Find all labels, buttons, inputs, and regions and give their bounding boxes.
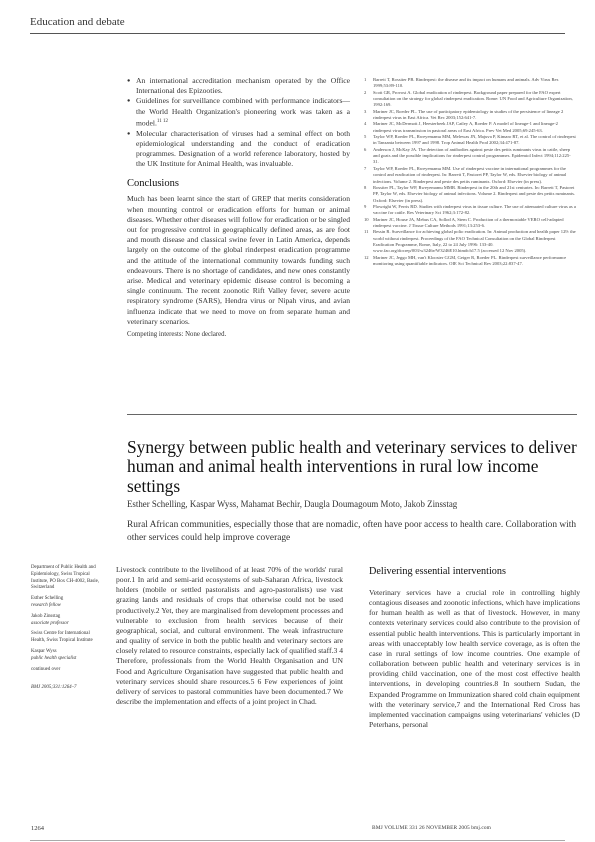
article-divider [127,414,577,415]
reference-item: 1 Barrett T, Rossiter PB. Rinderpest: the disease and its impact on humans and animals. Adv Virus Res 1999;53:89-110. [364,77,559,89]
section-label: Education and debate [30,16,125,28]
author-role: public health specialist [31,655,77,661]
reference-item: 3 Mariner JC, Roeder PL. The use of participatory epidemiology in studies of the persistence of lineage 2 rinderpest virus in East Africa. Vet Rec 2003;152:641-7. [364,108,564,121]
reference-item: 4 Mariner JC, McDermott J, Heesterbeek JAP, Catley A, Roeder P. A model of lineage-1 and lineage-2 rinderpest virus transmission in pastoral areas of East Africa. Prev Vet Med 2005;69:245-63. [364,121,558,133]
continued-note: continued over [31,666,61,672]
article-title: Synergy between public health and veterinary services to deliver human and animal health interventions in rural low income settings [127,437,577,496]
author-name: Kaspar Wyss [31,648,57,654]
competing-interests: Competing interests: None declared. [127,331,227,338]
reference-list [364,77,576,267]
author-role: research fellow [31,602,61,608]
reference-item: 2 Scott GR, Provost A. Global eradication of rinderpest. Background paper prepared for the FAO expert consultation on the strategy for global rinderpest eradication. Rome: UN Food and Agriculture Organization, 1992:169. [364,89,573,108]
reference-item: 10 Mariner JC, House JA, Mebus CA, Sollod A, Stem C. Production of a thermostable VERO cell-adapted rinderpest vaccine. J Tissue Culture Methods 1991;13:253-6. [364,216,564,228]
conclusions-text: Much has been learnt since the start of GREP that merits consideration when mounting control or eradication efforts for human or animal diseases. Whether other diseases will follow for eradication or be singled out for progressive control in geographically defined areas, as are foot and mouth disease and classical swine fever in Latin America, depends largely on the outcome of the global rinderpest eradication programme and the attitude of the international community towards funding such endeavours. There is no shortage of candidates, and new ones constantly arise. Medical and veterinary epidemic disease control is becoming a single continuum. The recent zoonotic Rift Valley fever, severe acute respiratory syndrome (SARS), Hendra virus or Nipah virus, and avian influenza indicate that we need to move on from separate human and veterinary scenarios. [127,194,350,326]
journal-footer: BMJ VOLUME 331 26 NOVEMBER 2005 bmj.com [372,825,491,831]
bullet-item: ● Guidelines for surveillance combined with performance indicators—the World Health Organization's pioneering work was taken as a model.$^{11 12}$ [127,96,350,128]
upper-left-column [127,76,350,340]
bmj-citation: BMJ 2005;331:1264–7 [31,685,77,691]
author-margin [31,565,101,692]
reference-item: 6 Anderson J, McKay JA. The detection of antibodies against peste des petits ruminants virus in cattle, sheep and goats and the possible implications for rinderpest control programmes. Epidemiol Infect 1994;112:225-31. [364,146,571,165]
footer-rule [30,840,565,841]
author-role: associate professor [31,620,69,626]
conclusions-heading: Conclusions [127,178,179,190]
affiliation: Swiss Centre for International Health, Swiss Tropical Institute [31,631,93,644]
bullet-item: ● An international accreditation mechanism operated by the Office International des Epizooties. [127,76,350,96]
body-column-2 [369,566,580,730]
citation-superscript: 11 12 [156,118,168,124]
reference-item: 9 Plowright W, Ferris RD. Studies with rinderpest virus in tissue culture. The use of attenuated culture virus as a vaccine for cattle. Res Veterinary Sci 1962;3:172-82. [364,203,576,216]
reference-item: 11 Bessin R. Surveillance for achieving global polio eradication. In: Animal production and health paper 129: the world without rinderpest. Proceedings of the FAO Technical Consultation on the Global Rinderpest Eradication Programme, Rome, Italy, 22 to 24 July 1996: 133-40. www.fao.org/docrep/003/w3246e/W3246E10.htm#ch17.5 (accessed 12 Nov 2005). [364,229,576,254]
article-authors: Esther Schelling, Kaspar Wyss, Mahamat Bechir, Daugla Doumagoum Moto, Jakob Zinsstag [127,499,458,509]
author-name: Esther Schelling [31,596,64,602]
affiliation: Department of Public Health and Epidemiology, Swiss Tropical Institute, PO Box CH-4002, Basle, Switzerland [31,565,100,591]
author-name: Jakob Zinsstag [31,613,61,619]
reference-item: 7 Taylor WP, Roeder PL, Rweyemamu MM. Use of rinderpest vaccine in international programmes for the control and eradication of rinderpest. In: Barrett T, Pastoret PP, Taylor W, eds. Elsevier biology of animal infections. Volume 2. Rinderpest and peste des petits ruminants. Oxford: Elsevier (in press). [364,165,567,184]
reference-item: 12 Mariner JC, Jeggo MH, van't Klooster GGM, Geiger R, Roeder PL. Rinderpest surveillance performance monitoring using quantifiable indicators. OIE Sci Technical Rev 2003;22:837-47. [364,254,567,266]
reference-item: 5 Taylor WP, Roeder PL, Rweyemamu MM, Melewas JN, Majuva P, Kimaro RT, et al. The control of rinderpest in Tanzania between 1997 and 1998. Trop Animal Health Prod 2002;34:471-87. [364,134,576,146]
header-rule [30,33,565,34]
bullet-item: ● Molecular characterisation of viruses had a seminal effect on both epidemiological understanding and the conduct of eradication programmes. Designation of a world reference laboratory, hosted by the UK Institute for Animal Health, was invaluable. [127,129,350,170]
body-paragraph: Veterinary services have a crucial role in controlling highly contagious diseases and zoonotic infections, which have implications for human health as well as that of livestock. However, in many contexts veterinary services could also contribute to the provision of essential public health interventions. This is particularly important in areas with unacceptably low health service coverage, as is often the case in rural settings of low income countries. One example of collaboration between public health and veterinary services is in providing child vaccination, one of the most cost effective health interventions, in developing countries.8 In southern Sudan, the Expanded Programme on Immunization shared cold chain equipment with the veterinary service,7 and the International Red Cross has implemented vaccination campaigns using veterinarians' vehicles (D Peterhans, personal [369,588,580,730]
page-number: 1264 [31,825,44,832]
reference-item: 8 Rossiter PL, Taylor WP, Rweyemamu MMR. Rinderpest in the 20th and 21st centuries. In: Barrett T, Pastoret PP, Taylor W, eds. Elsevier biology of animal infections. Volume 2. Rinderpest and peste des petits ruminants. Oxford: Elsevier (in press). [364,184,576,203]
article-standfirst: Rural African communities, especially those that are nomadic, often have poor access to health care. Collaboration with other services could help improve coverage [127,520,577,544]
section-heading: Delivering essential interventions [369,566,506,577]
body-column-1: Livestock contribute to the livelihood of at least 70% of the worlds' rural poor.1 In arid and semi-arid ecosystems of sub-Saharan Africa, livestock holders (mobile or settled pastoralists and agro-pastoralists) use vast grazing lands and residuals of crops that otherwise could not be used productively.2 Yet, they are marginalised from development processes and vulnerable to exclusion from health services because of their geographical, social, and cultural environment. The weak infrastructure and quality of service in both the public health and veterinary sectors are closely related to resource constraints, especially lack of qualified staff.3 4 Therefore, professionals from the World Health Organisation and UN Food and Agriculture Organisation have suggested that public health and veterinary services should share resources.5 6 Few experiences of joint delivery of services to pastoral communities have been documented.7 We describe the implementation and effects of a joint project in Chad. [116,565,343,707]
